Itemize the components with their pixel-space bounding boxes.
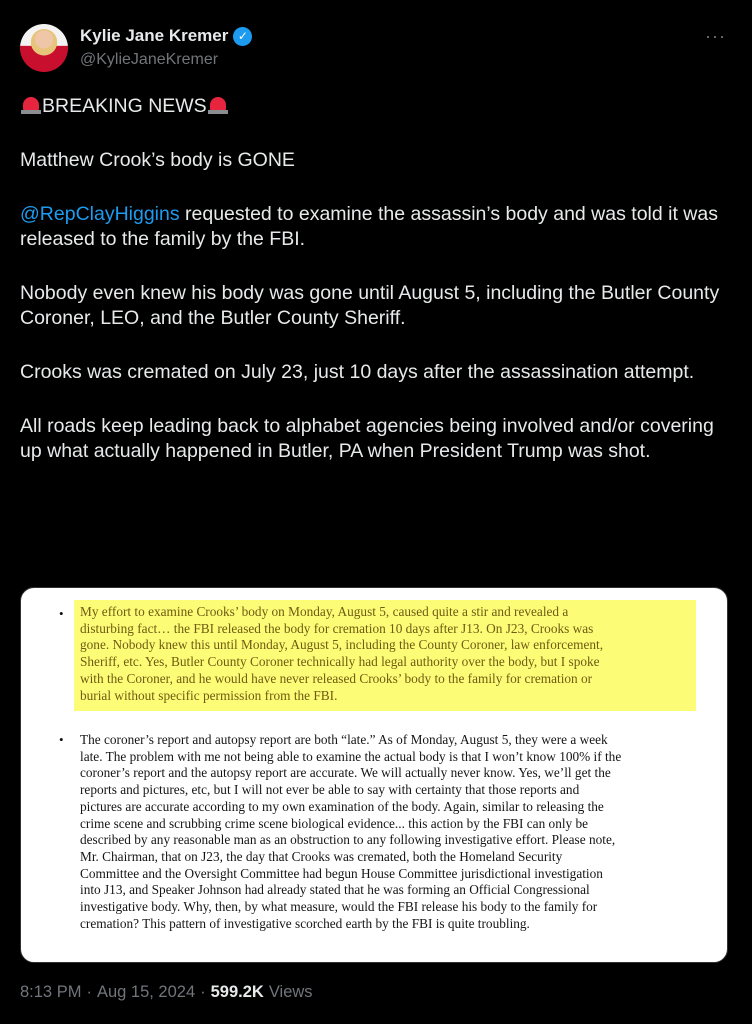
- doc-line: disturbing fact… the FBI released the body for cremation 10 days after J13. On J23, Crooks was: [80, 620, 594, 636]
- doc-line: The coroner’s report and autopsy report are both “late.” As of Monday, August 5, they were a week: [80, 732, 608, 747]
- author-handle[interactable]: @KylieJaneKremer: [80, 51, 219, 68]
- doc-line: reports and pictures, etc, but I will not ever be able to say with certainty that those reports and: [80, 782, 580, 798]
- doc-line: investigative body. Why, then, by what measure, would the FBI release his body to the family for: [80, 899, 598, 915]
- bullet: •: [59, 606, 64, 621]
- mention-link[interactable]: @RepClayHiggins: [20, 203, 180, 225]
- tweet-line-1: Matthew Crook’s body is GONE: [20, 149, 295, 171]
- views-count[interactable]: 599.2K: [210, 983, 264, 1001]
- doc-line: My effort to examine Crooks’ body on Monday, August 5, caused quite a stir and revealed a: [80, 604, 569, 619]
- siren-icon: [207, 95, 229, 115]
- separator: ·: [86, 983, 92, 1001]
- author-name[interactable]: Kylie Jane Kremer: [80, 26, 229, 45]
- doc-line: into J13, and Speaker Johnson had already stated that he was forming an Official Congressional: [80, 882, 590, 898]
- tweet-line-3: Nobody even knew his body was gone until August 5, including the Butler County Coroner, LEO, and the Butler County Sheriff.: [20, 282, 720, 329]
- doc-line: Committee and the Oversight Committee had begun House Committee jurisdictional investigation: [80, 865, 603, 881]
- tweet-line-4: Crooks was cremated on July 23, just 10 days after the assassination attempt.: [20, 361, 695, 383]
- author-name-line: [80, 26, 252, 46]
- attached-document-image[interactable]: [20, 587, 728, 963]
- separator: ·: [200, 983, 206, 1001]
- doc-line: crime scene and scrubbing crime scene biological evidence... this action by the FBI can only be: [80, 815, 589, 831]
- tweet-time[interactable]: 8:13 PM: [20, 983, 82, 1001]
- tweet-line-2: [20, 202, 732, 252]
- doc-line: Mr. Chairman, that on J23, the day that Crooks was cremated, both the Homeland Security: [80, 848, 563, 864]
- tweet-line-5: All roads keep leading back to alphabet agencies being involved and/or covering up what actually happened in Butler, PA when President Trump was shot.: [20, 415, 714, 462]
- doc-line: late. The problem with me not being able to examine the actual body is that I won’t know 100% if the: [80, 748, 622, 764]
- doc-line: Sheriff, etc. Yes, Butler County Coroner technically had legal authority over the body, but I spoke: [80, 654, 600, 670]
- views-label: Views: [268, 983, 313, 1001]
- doc-line: with the Coroner, and he would have never released Crooks’ body to the family for cremation or: [80, 670, 593, 686]
- tweet-text: [20, 94, 732, 464]
- highlighted-paragraph: [74, 600, 696, 711]
- document-paragraph: [80, 732, 707, 932]
- tweet-line-2-text: requested to examine the assassin’s body and was told it was released to the family by the FBI.: [20, 203, 718, 250]
- tweet-date[interactable]: Aug 15, 2024: [96, 983, 196, 1001]
- more-options-icon[interactable]: ···: [705, 26, 726, 46]
- avatar[interactable]: [20, 24, 68, 72]
- doc-line: burial without specific permission from the FBI.: [80, 687, 338, 703]
- siren-icon: [20, 95, 42, 115]
- tweet-header: [20, 20, 732, 76]
- headline: BREAKING NEWS: [42, 95, 207, 117]
- tweet-meta: [20, 983, 313, 1002]
- doc-line: pictures are accurate according to my own examination of the body. Again, similar to releasing the: [80, 798, 604, 814]
- doc-line: gone. Nobody knew this until Monday, August 5, including the County Coroner, law enforcement,: [80, 637, 604, 653]
- verified-badge-icon[interactable]: ✓: [233, 27, 252, 46]
- bullet: •: [59, 732, 64, 747]
- headline-line: [20, 94, 732, 119]
- doc-line: cremation? This pattern of investigative scorched earth by the FBI is quite troubling.: [80, 915, 530, 931]
- doc-line: described by any reasonable man as an obstruction to any following investigative effort. Please note,: [80, 832, 616, 848]
- doc-line: coroner’s report and the autopsy report are accurate. We will actually never know. Yes, we’ll get the: [80, 765, 611, 781]
